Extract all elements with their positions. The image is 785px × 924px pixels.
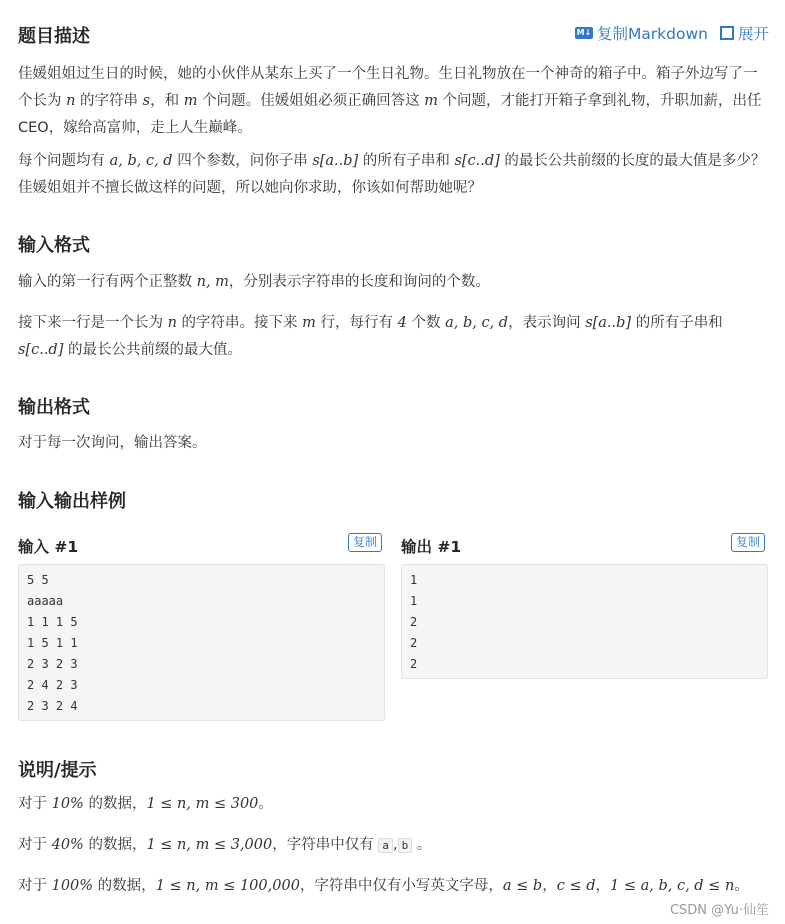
top-actions [575,22,769,44]
code-line: 1 5 1 1 [27,636,78,650]
output-format-title: 输出格式 [18,397,90,418]
hint-line-2: 对于 40% 的数据，1 ≤ n, m ≤ 3,000，字符串中仅有 a , b 。 [18,837,432,853]
code-line: 1 [410,573,418,587]
code-line: 2 [410,636,418,650]
hint-line-3: 对于 100% 的数据，1 ≤ n, m ≤ 100,000，字符串中仅有小写英文字母，a ≤ b，c ≤ d，1 ≤ a, b, c, d ≤ n。 [18,878,749,894]
expand-link[interactable] [720,22,769,44]
code-line: 2 3 2 4 [27,699,78,713]
expand-label: 展开 [737,25,769,43]
code-line: 2 [410,615,418,629]
expand-icon [720,26,734,40]
copy-markdown-label: 复制Markdown [596,25,708,43]
code-line: 2 [410,657,418,671]
hint-line-1: 对于 10% 的数据，1 ≤ n, m ≤ 300。 [18,796,273,812]
description-paragraph-2: 每个问题均有 a, b, c, d 四个参数，问你子串 s[a..b] 的所有子串和 s[c..d] 的最长公共前缀的长度的最大值是多少？佳媛姐姐并不擅长做这样的问题，所以她向你求助，你该如何帮助她呢？ [18,153,766,196]
code-line: 2 4 2 3 [27,678,78,692]
csdn-watermark: CSDN @Yu·仙笙 [669,903,769,918]
code-line: 1 [410,594,418,608]
samples-title: 输入输出样例 [18,491,126,512]
markdown-icon: M↓ [576,28,592,37]
sample-input-label: 输入 #1 [18,538,79,556]
sample-input-box[interactable] [18,564,385,721]
code-line: 2 3 2 3 [27,657,78,671]
output-format-paragraph: 对于每一次询问，输出答案。 [18,435,207,451]
copy-markdown-link[interactable] [575,22,708,44]
code-line: 5 5 [27,573,49,587]
input-format-paragraph-2: 接下来一行是一个长为 n 的字符串。接下来 m 行，每行有 4 个数 a, b, c, d，表示询问 s[a..b] 的所有子串和 s[c..d] 的最长公共前缀的最大值。 [18,315,723,358]
input-format-title: 输入格式 [18,235,90,256]
code-line: 1 1 1 5 [27,615,78,629]
problem-description-title: 题目描述 [18,26,90,47]
copy-output-button[interactable]: 复制 [731,533,765,552]
input-format-paragraph-1: 输入的第一行有两个正整数 n, m，分别表示字符串的长度和询问的个数。 [18,274,490,290]
description-paragraph-1: 佳媛姐姐过生日的时候，她的小伙伴从某东上买了一个生日礼物。生日礼物放在一个神奇的箱子中。箱子外边写了一个长为 n 的字符串 s，和 m 个问题。佳媛姐姐必须正确回答这 m 个问题，才能打开箱子拿到礼物，升职加薪，出任 CEO，嫁给高富帅，走上人生巅峰。 [18,66,762,136]
copy-input-button[interactable]: 复制 [348,533,382,552]
code-line: aaaaa [27,594,64,608]
sample-output-label: 输出 #1 [401,538,462,556]
sample-output-box[interactable] [401,564,768,679]
hints-title: 说明/提示 [18,760,97,781]
